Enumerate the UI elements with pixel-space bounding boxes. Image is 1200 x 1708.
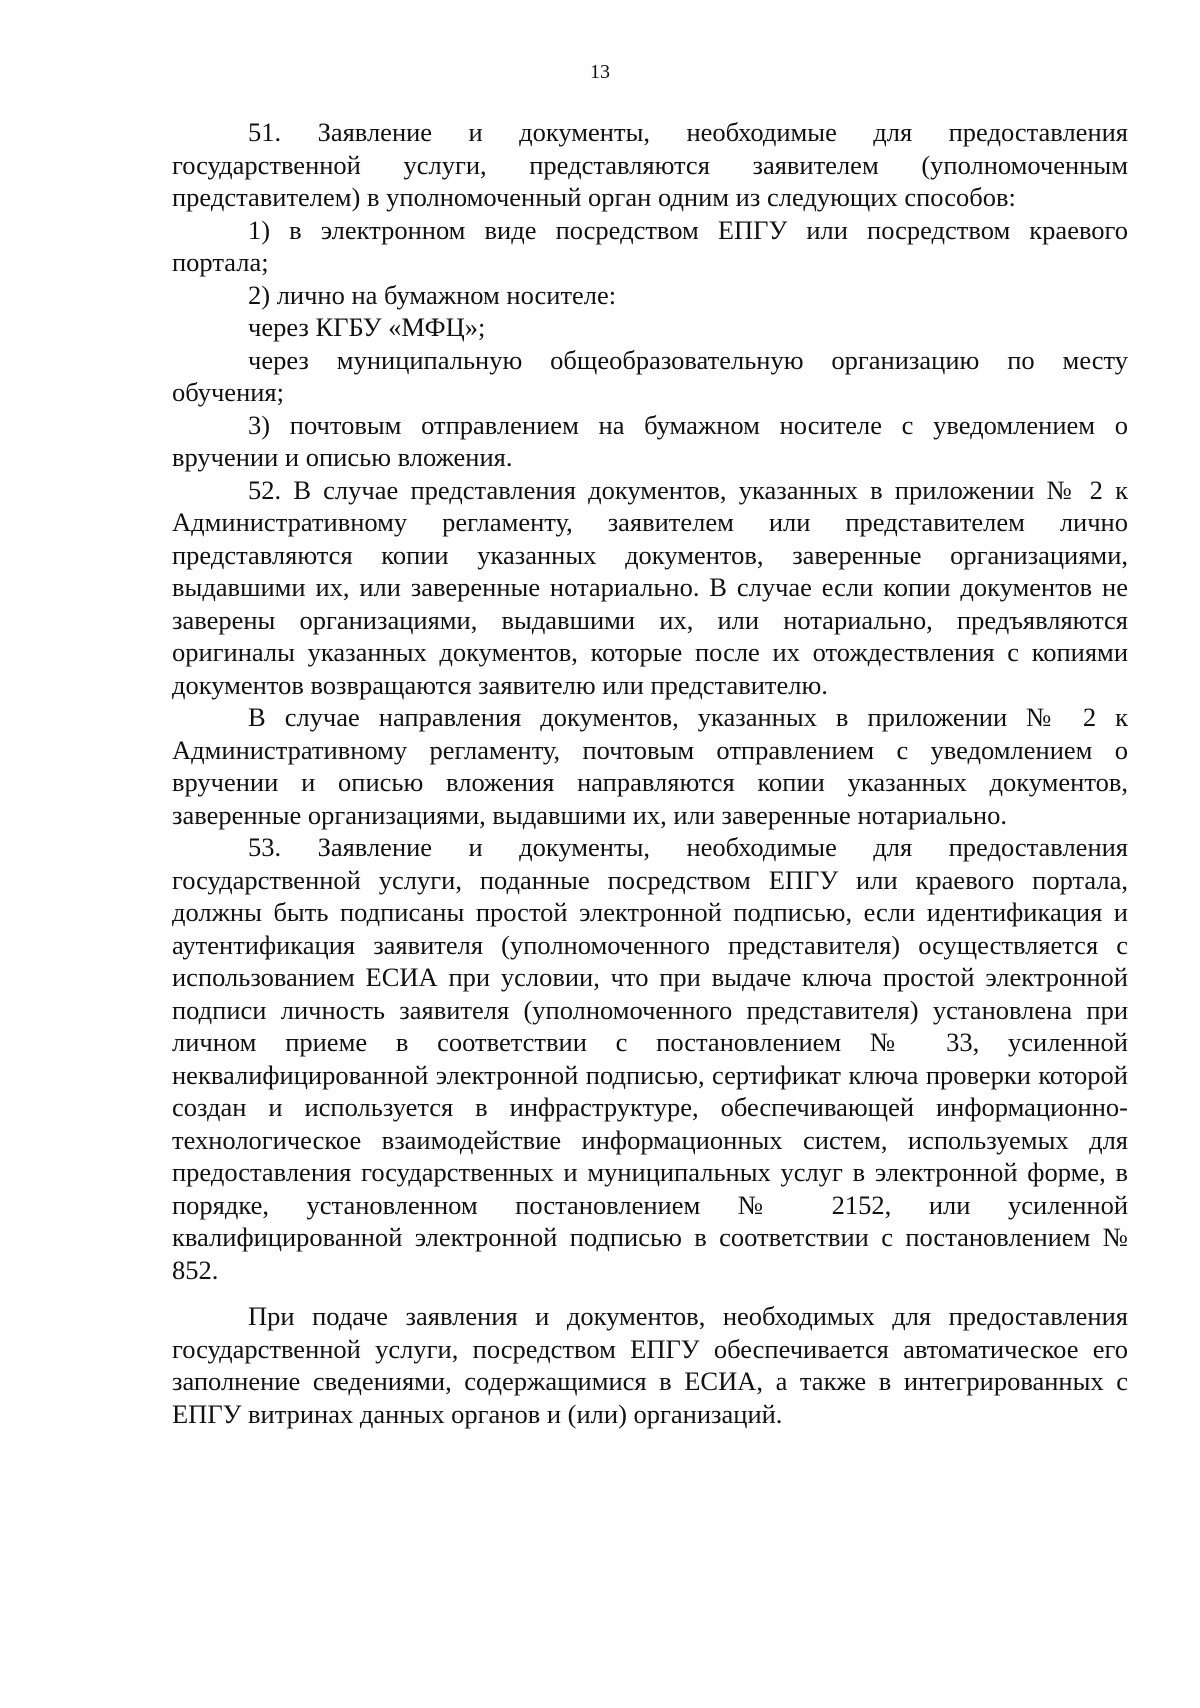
paragraph-52-postal: В случае направления документов, указанных в приложении № 2 к Административному регламенту, почтовым отправлением с уведомлением о вручении и описью вложения направляются копии указанных документов, заверенные организациями, выдавшими их, или заверенные нотариально. — [172, 702, 1128, 830]
document-body — [172, 116, 1128, 1430]
paragraph-51-item-3: 3) почтовым отправлением на бумажном носителе с уведомлением о вручении и описью вложения. — [172, 409, 1128, 472]
paragraph-51: 51. Заявление и документы, необходимые для предоставления государственной услуги, представляются заявителем (уполномоченным представителем) в уполномоченный орган одним из следующих способов: — [172, 117, 1128, 212]
paragraph-51-item-2: 2) лично на бумажном носителе: — [248, 279, 617, 310]
paragraph-53: 53. Заявление и документы, необходимые для предоставления государственной услуги, поданные посредством ЕПГУ или краевого портала, должны быть подписаны простой электронной подписью, если идентификация и аутентификация заявителя (уполномоченного представителя) осуществляется с использованием ЕСИА при условии, что при выдаче ключа простой электронной подписи личность заявителя (уполномоченного представителя) установлена при личном приеме в соответствии с постановлением № 33, усиленной неквалифицированной электронной подписью, сертификат ключа проверки которой создан и используется в инфраструктуре, обеспечивающей информационно-технологическое взаимодействие информационных систем, используемых для предоставления государственных и муниципальных услуг в электронной форме, в порядке, установленном постановлением № 2152, или усиленной квалифицированной электронной подписью в соответствии с постановлением № 852. — [172, 832, 1128, 1285]
paragraph-51-item-1: 1) в электронном виде посредством ЕПГУ или посредством краевого портала; — [172, 214, 1128, 277]
paragraph-52: 52. В случае представления документов, указанных в приложении № 2 к Административному регламенту, заявителем или представителем лично представляются копии указанных документов, заверенные организациями, выдавшими их, или заверенные нотариально. В случае если копии документов не заверены организациями, выдавшими их, или нотариально, предъявляются оригиналы указанных документов, которые после их отождествления с копиями документов возвращаются заявителю или представителю. — [172, 474, 1128, 700]
page-number: 13 — [590, 61, 610, 83]
paragraph-51-item-2-school: через муниципальную общеобразовательную организацию по месту обучения; — [172, 344, 1128, 407]
paragraph-51-item-2-mfc: через КГБУ «МФЦ»; — [248, 312, 486, 342]
paragraph-53-epgu: При подаче заявления и документов, необходимых для предоставления государственной услуги, посредством ЕПГУ обеспечивается автоматическое его заполнение сведениями, содержащимися в ЕСИА, а также в интегрированных с ЕПГУ витринах данных органов и (или) организаций. — [172, 1301, 1128, 1429]
